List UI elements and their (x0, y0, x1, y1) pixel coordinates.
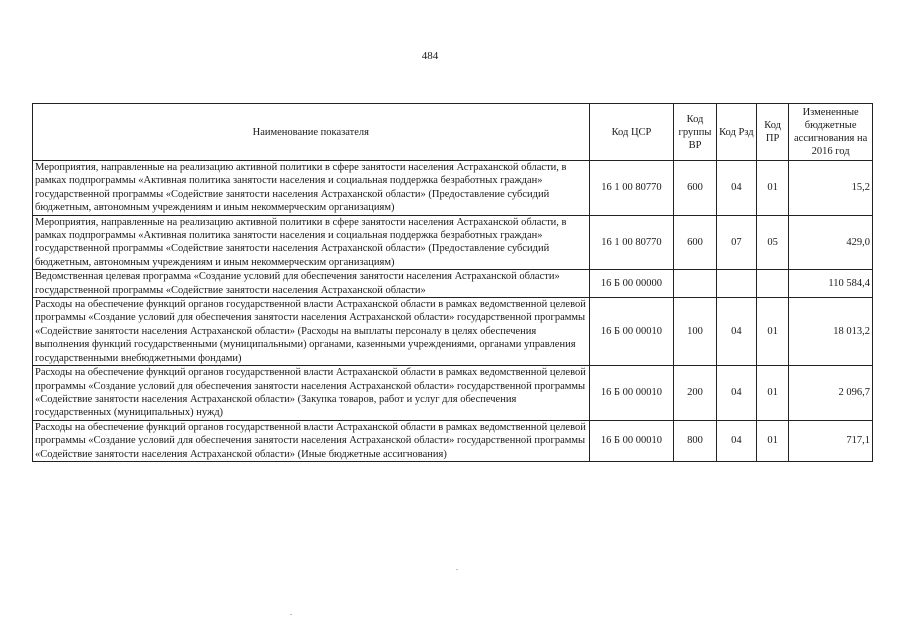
row-csr: 16 1 00 80770 (589, 215, 674, 270)
row-rzd: 07 (716, 215, 756, 270)
header-rzd: Код Рзд (716, 104, 756, 161)
row-rzd: 04 (716, 366, 756, 421)
row-name: Расходы на обеспечение функций органов государственной власти Астраханской области в рамках ведомственной целевой программы «Создание условий для обеспечения занятости населения Астраханской области» государственной программы «Содействие занятости населения Астраханской области» (Иные бюджетные ассигнования) (33, 420, 590, 461)
row-pr (757, 270, 789, 298)
row-vr: 800 (674, 420, 716, 461)
row-vr: 600 (674, 215, 716, 270)
row-vr: 100 (674, 298, 716, 366)
row-rzd: 04 (716, 298, 756, 366)
header-sum: Измененные бюджетные ассигнования на 2016 год (789, 104, 873, 161)
row-vr: 200 (674, 366, 716, 421)
table-row (33, 161, 873, 216)
row-csr: 16 Б 00 00000 (589, 270, 674, 298)
row-sum: 2 096,7 (789, 366, 873, 421)
row-name: Расходы на обеспечение функций органов государственной власти Астраханской области в рамках ведомственной целевой программы «Создание условий для обеспечения занятости населения Астраханской области» государственной программы «Содействие занятости населения Астраханской области» (Закупка товаров, работ и услуг для обеспечения государственных (муниципальных) нужд) (33, 366, 590, 421)
row-sum: 18 013,2 (789, 298, 873, 366)
table-row (33, 270, 873, 298)
row-name: Ведомственная целевая программа «Создание условий для обеспечения занятости населения Астраханской области» государственной программы «Содействие занятости населения Астраханской области» (33, 270, 590, 298)
scan-speck (290, 614, 292, 615)
row-csr: 16 Б 00 00010 (589, 366, 674, 421)
row-vr (674, 270, 716, 298)
row-name: Мероприятия, направленные на реализацию активной политики в сфере занятости населения Астраханской области, в рамках подпрограммы «Активная политика занятости населения и социальная поддержка безработных граждан» государственной программы «Содействие занятости населения Астраханской области» (Предоставление субсидий бюджетным, автономным учреждениям и иным некоммерческим организациям) (33, 215, 590, 270)
row-rzd: 04 (716, 420, 756, 461)
header-name: Наименование показателя (33, 104, 590, 161)
row-csr: 16 Б 00 00010 (589, 298, 674, 366)
row-rzd (716, 270, 756, 298)
row-rzd: 04 (716, 161, 756, 216)
row-pr: 01 (757, 298, 789, 366)
table-row (33, 215, 873, 270)
header-pr: Код ПР (757, 104, 789, 161)
row-pr: 01 (757, 161, 789, 216)
row-sum: 429,0 (789, 215, 873, 270)
row-csr: 16 1 00 80770 (589, 161, 674, 216)
row-pr: 05 (757, 215, 789, 270)
row-sum: 110 584,4 (789, 270, 873, 298)
budget-table (32, 103, 873, 462)
page-number: 484 (421, 50, 439, 62)
row-pr: 01 (757, 420, 789, 461)
table-header-row (33, 104, 873, 161)
table-row (33, 298, 873, 366)
scan-speck (456, 569, 458, 570)
header-vr: Код группы ВР (674, 104, 716, 161)
header-csr: Код ЦСР (589, 104, 674, 161)
row-csr: 16 Б 00 00010 (589, 420, 674, 461)
row-vr: 600 (674, 161, 716, 216)
row-pr: 01 (757, 366, 789, 421)
table-row (33, 420, 873, 461)
row-sum: 717,1 (789, 420, 873, 461)
row-name: Расходы на обеспечение функций органов государственной власти Астраханской области в рамках ведомственной целевой программы «Создание условий для обеспечения занятости населения Астраханской области» государственной программы «Содействие занятости населения Астраханской области» (Расходы на выплаты персоналу в целях обеспечения выполнения функций государственными (муниципальными) органами, казенными учреждениями, органами управления государственными внебюджетными фондами) (33, 298, 590, 366)
row-sum: 15,2 (789, 161, 873, 216)
table-row (33, 366, 873, 421)
row-name: Мероприятия, направленные на реализацию активной политики в сфере занятости населения Астраханской области, в рамках подпрограммы «Активная политика занятости населения и социальная поддержка безработных граждан» государственной программы «Содействие занятости населения Астраханской области» (Предоставление субсидий бюджетным, автономным учреждениям и иным некоммерческим организациям) (33, 161, 590, 216)
